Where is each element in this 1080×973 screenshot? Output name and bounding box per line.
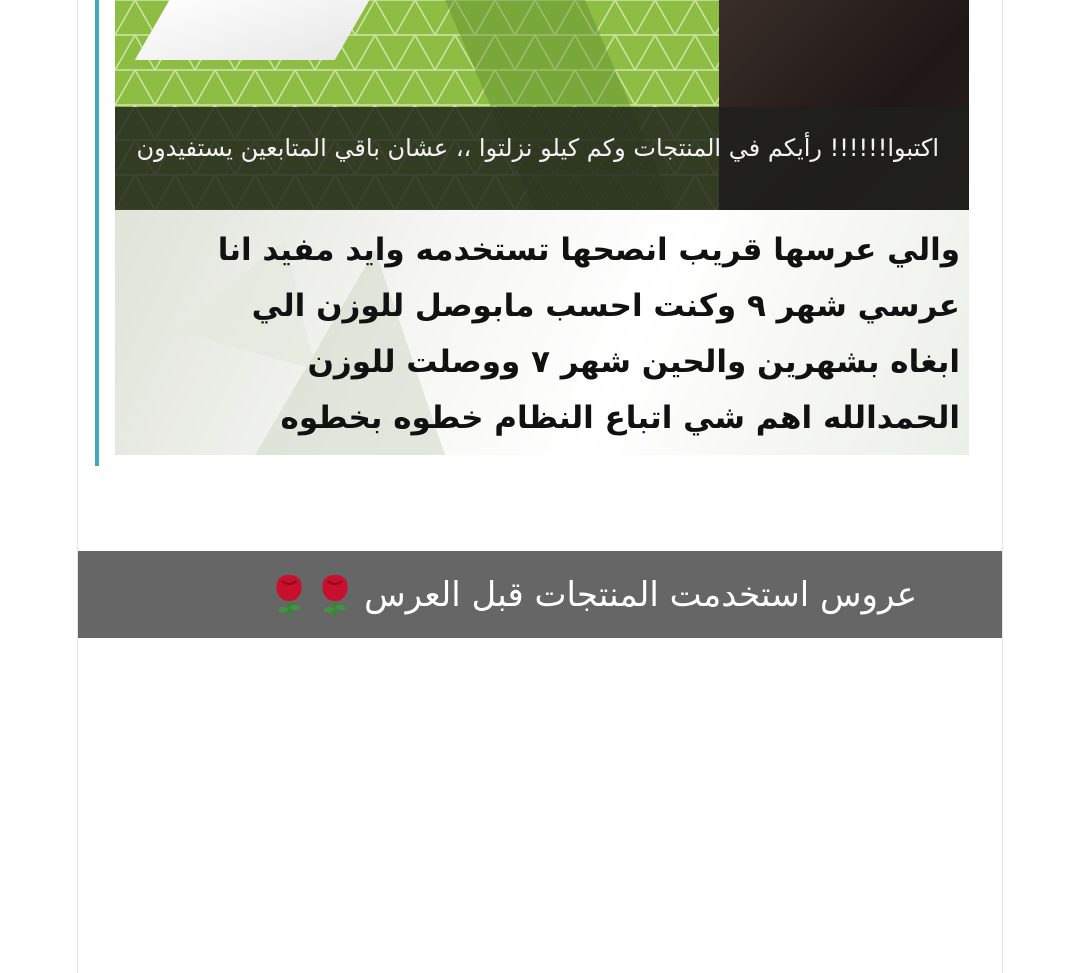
review-text: والي عرسها قريب انصحها تستخدمه وايد مفيد انا عرسي شهر ٩ وكنت احسب مابوصل للوزن الي ابغاه بشهرين والحين شهر ٧ ووصلت للوزن الحمدالله اهم شي اتباع النظام خطوه بخطوه: [217, 232, 960, 436]
section-heading-bar: [78, 551, 1002, 638]
photo-highlight: [135, 0, 375, 60]
photo-caption: اكتبوا!!!!!! رأيكم في المنتجات وكم كيلو نزلتوا ،، عشان باقي المتابعين يستفيدون: [136, 134, 939, 162]
quote-accent-bar: [95, 0, 99, 466]
section-heading-label: عروس استخدمت المنتجات قبل العرس: [364, 574, 917, 615]
section-heading: [272, 551, 917, 638]
photo-background: [115, 0, 969, 210]
rose-icon: [318, 571, 352, 619]
rose-icon: [272, 571, 306, 619]
